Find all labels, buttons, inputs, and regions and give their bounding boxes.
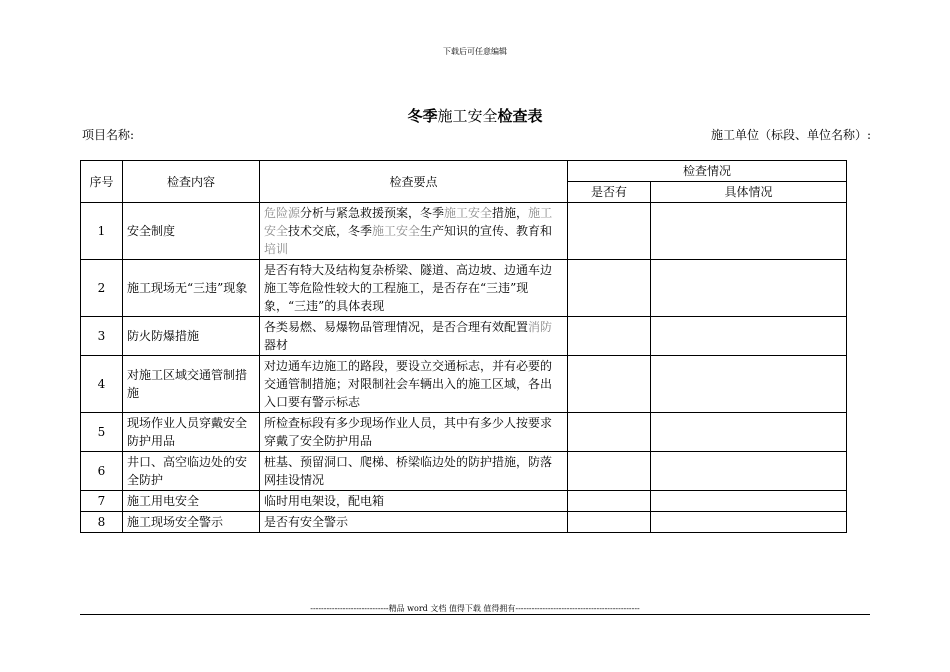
highlighted-term: 施工安全 <box>372 224 421 238</box>
table-header <box>81 161 847 203</box>
row-points <box>260 413 568 452</box>
cell-yes-no[interactable] <box>568 317 651 356</box>
table-row <box>81 356 847 413</box>
header-status: 检查情况 <box>568 161 847 182</box>
row-index: 3 <box>81 317 123 356</box>
row-content: 现场作业人员穿戴安全防护用品 <box>123 413 260 452</box>
construction-unit-label: 施工单位（标段、单位名称）: <box>710 128 871 142</box>
cell-yes-no[interactable] <box>568 260 651 317</box>
row-points <box>260 491 568 512</box>
footer-text: -----------------------------精品 word 文档 值得下载 值得拥有---------------------------------------------- <box>310 604 640 613</box>
table-row <box>81 203 847 260</box>
row-index: 8 <box>81 512 123 533</box>
point-text: 技术交底，冬季 <box>288 224 373 238</box>
cell-yes-no[interactable] <box>568 512 651 533</box>
point-text: 临时用电架设，配电箱 <box>264 494 385 508</box>
project-name-label: 项目名称: <box>82 128 135 142</box>
row-points <box>260 356 568 413</box>
row-points <box>260 452 568 491</box>
point-text: 器材 <box>264 338 289 352</box>
row-index: 5 <box>81 413 123 452</box>
cell-yes-no[interactable] <box>568 413 651 452</box>
highlighted-term: 消防 <box>528 320 553 334</box>
row-content: 对施工区域交通管制措施 <box>123 356 260 413</box>
cell-yes-no[interactable] <box>568 203 651 260</box>
point-text: 分析与紧急救援预案，冬季 <box>300 206 445 220</box>
title-part-1: 冬季 <box>407 107 438 125</box>
row-index: 4 <box>81 356 123 413</box>
table-row <box>81 452 847 491</box>
title-part-2: 施工安全 <box>437 107 498 125</box>
row-points <box>260 317 568 356</box>
table-body <box>81 203 847 533</box>
row-content: 施工用电安全 <box>123 491 260 512</box>
point-text: 生产知识的宣传、教育和 <box>420 224 553 238</box>
table-row <box>81 491 847 512</box>
cell-detail[interactable] <box>651 452 847 491</box>
table-row <box>81 413 847 452</box>
row-content: 施工现场安全警示 <box>123 512 260 533</box>
title-part-3: 检查表 <box>497 107 543 125</box>
point-text: 措施， <box>492 206 529 220</box>
cell-detail[interactable] <box>651 260 847 317</box>
row-content: 防火防爆措施 <box>123 317 260 356</box>
row-index: 1 <box>81 203 123 260</box>
point-text: 所检查标段有多少现场作业人员，其中有多少人按要求穿戴了安全防护用品 <box>264 416 553 448</box>
cell-detail[interactable] <box>651 491 847 512</box>
row-content: 井口、高空临边处的安全防护 <box>123 452 260 491</box>
footer-divider <box>80 614 870 615</box>
cell-yes-no[interactable] <box>568 491 651 512</box>
row-index: 7 <box>81 491 123 512</box>
header-yes-no: 是否有 <box>568 182 651 203</box>
highlighted-term: 培训 <box>264 242 289 256</box>
table-row <box>81 512 847 533</box>
row-content: 施工现场无“三违”现象 <box>123 260 260 317</box>
cell-detail[interactable] <box>651 413 847 452</box>
row-points <box>260 260 568 317</box>
cell-detail[interactable] <box>651 203 847 260</box>
row-index: 6 <box>81 452 123 491</box>
header-note: 下载后可任意编辑 <box>443 47 507 56</box>
cell-yes-no[interactable] <box>568 452 651 491</box>
table-row <box>81 317 847 356</box>
highlighted-term: 施工安全 <box>444 206 493 220</box>
cell-yes-no[interactable] <box>568 356 651 413</box>
row-index: 2 <box>81 260 123 317</box>
header-content: 检查内容 <box>123 161 260 203</box>
highlighted-term: 危险源 <box>264 206 301 220</box>
point-text: 各类易燃、易爆物品管理情况，是否合理有效配置 <box>264 320 529 334</box>
table-row <box>81 260 847 317</box>
point-text: 桩基、预留洞口、爬梯、桥梁临边处的防护措施，防落网挂设情况 <box>264 455 553 487</box>
cell-detail[interactable] <box>651 317 847 356</box>
row-points <box>260 203 568 260</box>
point-text: 是否有特大及结构复杂桥梁、隧道、高边坡、边通车边施工等危险性较大的工程施工，是否存在“三违”现象，“三违”的具体表现 <box>264 263 553 313</box>
page-title <box>0 105 950 126</box>
header-detail: 具体情况 <box>651 182 847 203</box>
cell-detail[interactable] <box>651 356 847 413</box>
inspection-table <box>80 160 847 533</box>
header-points: 检查要点 <box>260 161 568 203</box>
row-content: 安全制度 <box>123 203 260 260</box>
row-points <box>260 512 568 533</box>
highlighted-term: 施工安全 <box>264 206 553 238</box>
point-text: 对边通车边施工的路段，要设立交通标志，并有必要的交通管制措施；对限制社会车辆出入的施工区域，各出入口要有警示标志 <box>264 359 553 409</box>
cell-detail[interactable] <box>651 512 847 533</box>
point-text: 是否有安全警示 <box>264 515 349 529</box>
header-index: 序号 <box>81 161 123 203</box>
